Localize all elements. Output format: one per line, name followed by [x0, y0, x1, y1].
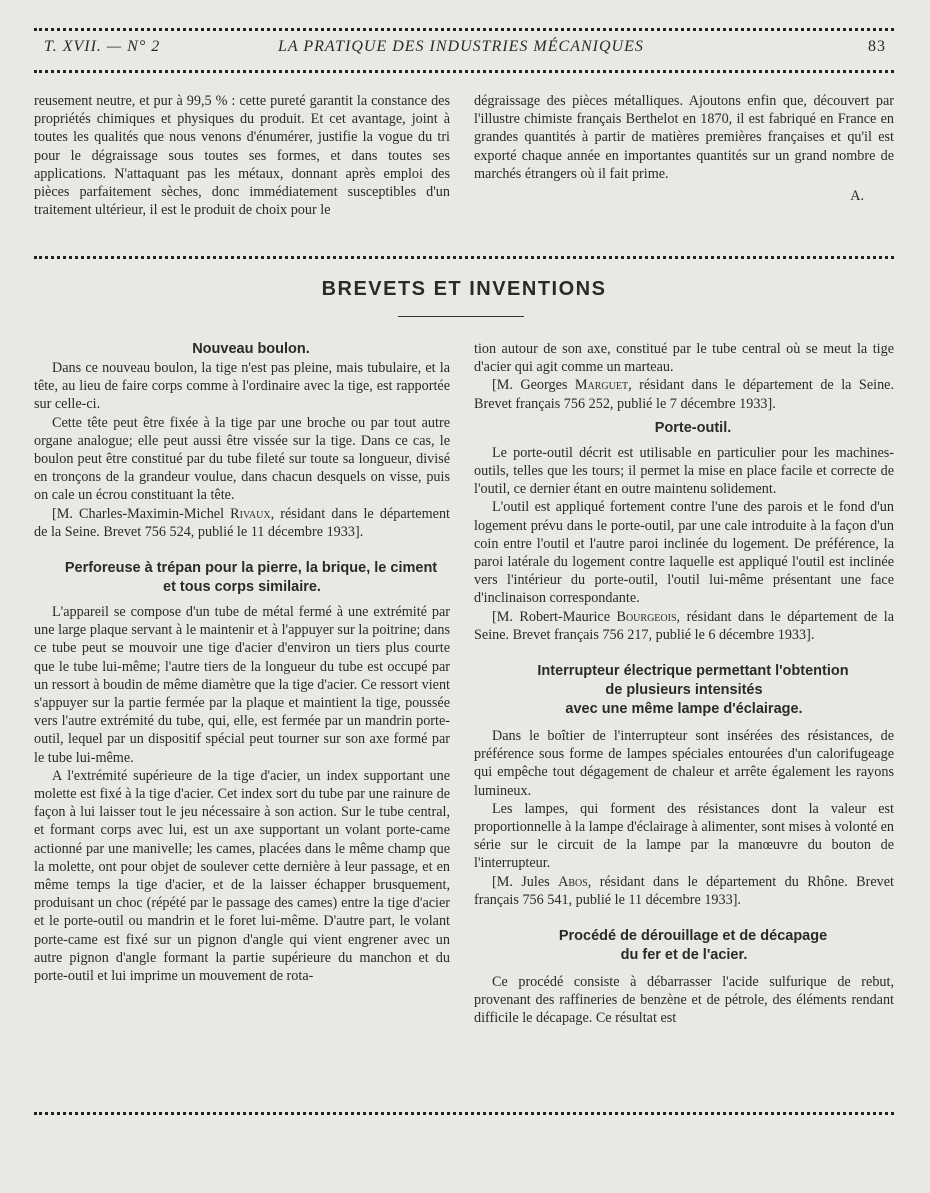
- paragraph: Ce procédé consiste à débarrasser l'acide sulfurique de rebut, provenant des raffineries de benzène et de pétrole, des éléments rendant difficile le décapage. Ce résultat est: [474, 974, 894, 1027]
- article-title: Porte-outil.: [654, 419, 732, 436]
- paragraph: tion autour de son axe, constitué par le tube central où se meut la tige d'acier qui agit comme un marteau.: [474, 341, 894, 376]
- paragraph: Dans ce nouveau boulon, la tige n'est pas pleine, mais tubulaire, et la tête, au lieu de faire corps comme à l'ordinaire avec la tige, est rapportée sur celle-ci.: [34, 360, 450, 413]
- running-header: [34, 38, 894, 60]
- patent-reference: [M. Jules Abos, résidant dans le département du Rhône. Brevet français 756 541, publié le 11 décembre 1933].: [474, 873, 894, 908]
- article-title: Nouveau boulon.: [192, 341, 310, 357]
- patent-reference: [M. Georges Marguet, résidant dans le département de la Seine. Brevet français 756 252, publié le 7 décembre 1933].: [474, 377, 895, 412]
- author-signature: A.: [850, 188, 864, 205]
- section-title-underline: [398, 316, 524, 317]
- volume-number: T. XVII. — N° 2: [44, 38, 161, 55]
- top-left-column: [34, 92, 450, 219]
- journal-title: LA PRATIQUE DES INDUSTRIES MÉCANIQUES: [278, 38, 644, 55]
- left-column: [34, 340, 450, 985]
- footer-rule: [34, 1112, 894, 1115]
- paragraph: reusement neutre, et pur à 99,5 % : cette pureté garantit la constance des propriétés chimiques et physiques du produit. Et cet avantage, joint à toutes les qualités que nous venons d'énumérer, justifie la vogue du tri pour le dégraissage sous toutes ses formes, et dans toutes ses applications. N'attaquant pas les métaux, donnant après emploi des pièces parfaitement sèches, donc immédiatement susceptibles d'un traitement ultérieur, il est le produit de choix pour le: [34, 93, 450, 219]
- paragraph: L'appareil se compose d'un tube de métal fermé à une extrémité par une large plaque servant à le maintenir et à l'appuyer sur la poitrine; dans ce tube peut se mouvoir une tige d'acier d'environ un tiers plus courte que le tube lui-même; l'autre tiers de la longueur du tube est occupé par un ressort à boudin de même diamètre que la tige d'acier. Ce ressort vient s'appuyer sur la partie fermée par la plaque et maintient la tige, poussée vers l'autre extrémité du tube, qui, elle, est fermée par un mandrin porte-outil, lequel par un dispositif spécial peut tourner sur son axe formé par le tube lui-même.: [34, 604, 450, 766]
- article-title: Procédé de dérouillage et de décapage du fer et de l'acier.: [558, 928, 828, 964]
- article-title: Interrupteur électrique permettant l'obtention de plusieurs intensités avec une même lampe d'éclairage.: [537, 663, 849, 718]
- header-top-rule: [34, 28, 894, 31]
- header-bottom-rule: [34, 70, 894, 73]
- patent-reference: [M. Charles-Maximin-Michel Rivaux, résidant dans le département de la Seine. Brevet 756 524, publié le 11 décembre 1933].: [34, 505, 450, 540]
- section-title: BREVETS ET INVENTIONS: [321, 278, 607, 300]
- paragraph: Dans le boîtier de l'interrupteur sont insérées des résistances, de préférence sous forme de lampes spéciales entourées d'un calorifugeage qui empêche tout dégagement de chaleur et arrête également les rayons lumineux.: [474, 728, 894, 799]
- right-column: [474, 340, 894, 1028]
- paragraph: L'outil est appliqué fortement contre l'une des parois et le fond d'un logement prévu dans le porte-outil, par une cale introduite à la façon d'un coin entre l'outil et l'autre paroi inclinée du logement. De préférence, la paroi latérale du logement contre laquelle est appliqué l'outil est inclinée vers l'intérieur du porte-outil, l'outil lui-même présentant une face d'inclinaison correspondante.: [474, 499, 894, 607]
- section-divider: [34, 256, 894, 259]
- paragraph: Cette tête peut être fixée à la tige par une broche ou par tout autre organe analogue; elle peut aussi être vissée sur la tige. Dans ce cas, le boulon peut être constitué par du tube fileté sur toute sa longueur, divisé en tronçons de la grandeur voulue, dans chacun desquels on visse, puis on cale un écrou constituant la tête.: [34, 414, 450, 504]
- paragraph: Les lampes, qui forment des résistances dont la valeur est proportionnelle à la lampe d'éclairage à alimenter, sont mises à volonté en série sur le circuit de la lampe par la manœuvre du bouton de l'interrupteur.: [474, 800, 894, 872]
- paragraph: dégraissage des pièces métalliques. Ajoutons enfin que, découvert par l'illustre chimiste français Berthelot en 1870, il est fabriqué en France en grandes quantités à partir de matières premières françaises et qu'il est exporté chaque année en importantes quantités sur un grand nombre de marchés étrangers où il fait prime.: [474, 93, 894, 182]
- top-right-column: [474, 92, 894, 205]
- paragraph: A l'extrémité supérieure de la tige d'acier, un index supportant une molette est fixé à la tige d'acier. Cet index sort du tube par une rainure de façon à lui laisser tout le jeu nécessaire à son action. Sur le tube central, et formant corps avec lui, est un axe supportant un volant porte-came actionné par une manivelle; les cames, placées dans le même champ que la molette, ont pour objet de soulever cette dernière à leur passage, et en même temps la tige d'acier, et de la laisser échapper brusquement, produisant un choc (répété par le passage des cames) entre la tige d'acier et le porte-outil ou mandrin et le foret lui-même. D'autre part, le volant porte-came est fixé sur un pignon d'angle qui vient engrener avec un autre pignon d'angle formant la partie supérieure du manchon et du porte-outil et lui imprime un mouvement de rota-: [34, 767, 450, 985]
- article-title: Perforeuse à trépan pour la pierre, la brique, le ciment et tous corps similaire.: [64, 560, 438, 596]
- patent-reference: [M. Robert-Maurice Bourgeois, résidant dans le département de la Seine. Brevet français 756 217, publié le 6 décembre 1933].: [474, 608, 894, 643]
- paragraph: Le porte-outil décrit est utilisable en particulier pour les machines-outils, telles que les tours; il permet la mise en place facile et correcte de l'outil, ce dernier étant en outre maintenu solidement.: [474, 444, 894, 498]
- page-number: 83: [868, 38, 886, 55]
